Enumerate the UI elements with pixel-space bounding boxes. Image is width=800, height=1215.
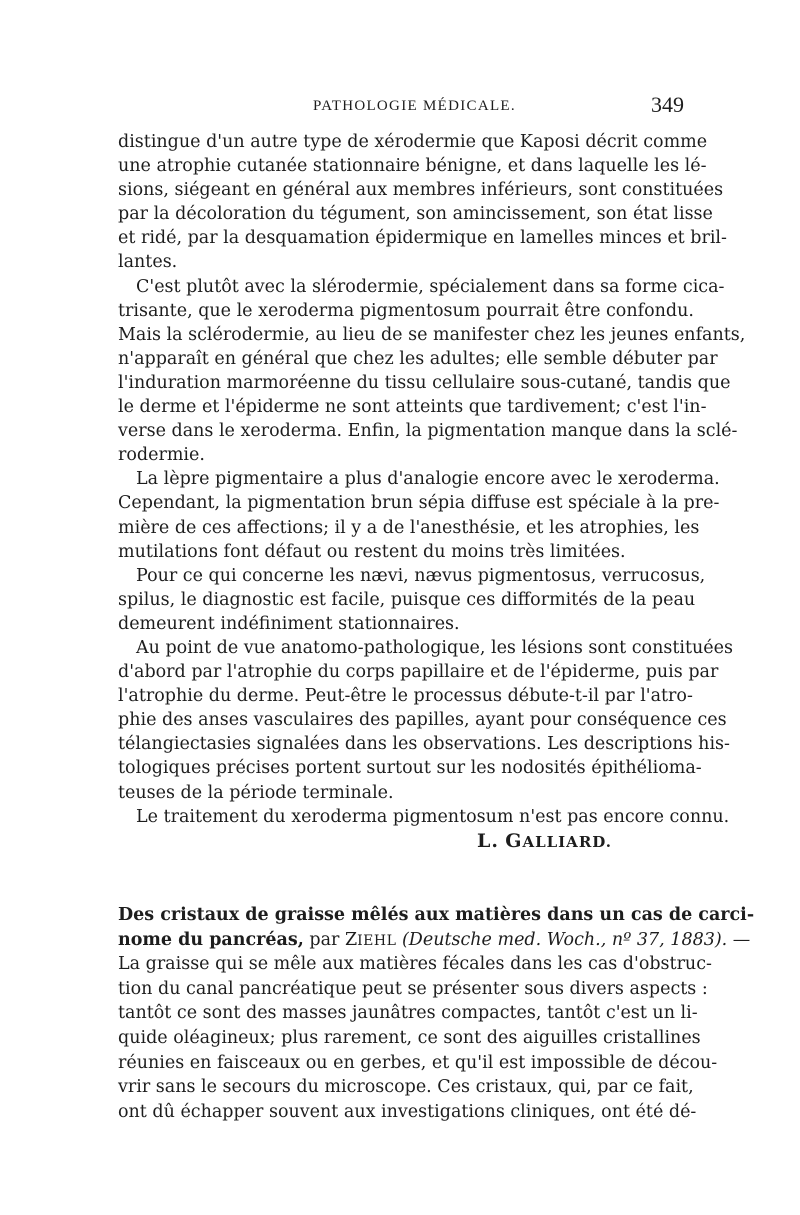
text-line: phie des anses vasculaires des papilles, ayant pour conséquence ces [118,710,727,731]
text-line: trisante, que le xeroderma pigmentosum pourrait être confondu. [118,300,694,321]
text-line: Le traitement du xeroderma pigmentosum n'est pas encore connu. [136,806,730,827]
text-line: n'apparaît en général que chez les adultes; elle semble débuter par [118,348,718,369]
text-line: Pour ce qui concerne les nævi, nævus pigmentosus, verrucosus, [136,565,706,586]
article-galliard [118,130,746,853]
text-line: mière de ces affections; il y a de l'anesthésie, et les atrophies, les [118,517,700,538]
article-ziehl [118,903,755,1124]
text-line: mutilations font défaut ou restent du moins très limitées. [118,541,626,562]
text-line: La lèpre pigmentaire a plus d'analogie encore avec le xeroderma. [136,469,720,490]
text-line: réunies en faisceaux ou en gerbes, et qu'il est impossible de décou- [118,1052,718,1073]
text-line: par la décoloration du tégument, son amincissement, son état lisse [118,204,713,225]
text-line: rodermie. [118,445,205,466]
text-line: l'induration marmoréenne du tissu cellulaire sous-cutané, tandis que [118,372,731,393]
text-line: vrir sans le secours du microscope. Ces cristaux, qui, par ce fait, [118,1077,694,1098]
section-title: Des cristaux de graisse mêlés aux matières dans un cas de carci- [118,905,755,925]
text-line: Mais la sclérodermie, au lieu de se manifester chez les jeunes enfants, [118,324,746,345]
text-line: spilus, le diagnostic est facile, puisque ces difformités de la peau [118,589,696,610]
text-line: tantôt ce sont des masses jaunâtres compactes, tantôt c'est un li- [118,1003,698,1024]
text-line: verse dans le xeroderma. Enfin, la pigmentation manque dans la sclé- [118,421,738,442]
text-line: le derme et l'épiderme ne sont atteints que tardivement; c'est l'in- [118,397,707,418]
text-line: tologiques précises portent surtout sur les nodosités épithélioma- [118,758,702,779]
author-name: ZIEHL [344,929,397,950]
text-line: une atrophie cutanée stationnaire bénigne, et dans laquelle les lé- [118,156,707,177]
text-line: nome du pancréas, par ZIEHL (Deutsche med. Woch., nº 37, 1883). — [118,929,751,950]
text-line: ont dû échapper souvent aux investigations cliniques, ont été dé- [118,1101,697,1122]
text-line: Au point de vue anatomo-pathologique, les lésions sont constituées [136,637,733,658]
citation: (Deutsche med. Woch., nº 37, 1883). — [401,929,751,950]
page-number: 349 [651,92,684,117]
text-line: d'abord par l'atrophie du corps papillaire et de l'épiderme, puis par [118,662,719,683]
text-line: télangiectasies signalées dans les observations. Les descriptions his- [118,734,730,755]
text-line: tion du canal pancréatique peut se présenter sous divers aspects : [118,978,708,999]
text-line: sions, siégeant en général aux membres inférieurs, sont constituées [118,180,724,201]
text-line: La graisse qui se mêle aux matières fécales dans les cas d'obstruc- [118,954,712,975]
page-header [118,92,684,122]
text-line: Cependant, la pigmentation brun sépia diffuse est spéciale à la pre- [118,493,720,514]
text-line: l'atrophie du derme. Peut-être le processus débute-t-il par l'atro- [118,686,693,707]
running-title: PATHOLOGIE MÉDICALE. [313,98,516,114]
text-line: lantes. [118,252,178,273]
text-line: et ridé, par la desquamation épidermique en lamelles minces et bril- [118,228,727,249]
text-line: quide oléagineux; plus rarement, ce sont des aiguilles cristallines [118,1027,701,1048]
text-line: distingue d'un autre type de xérodermie que Kaposi décrit comme [118,132,708,152]
text-line: demeurent indéfiniment stationnaires. [118,613,460,634]
text-line: C'est plutôt avec la slérodermie, spécialement dans sa forme cica- [136,276,725,297]
author-signature: L. GALLIARD. [476,829,612,852]
text-line: teuses de la période terminale. [118,782,394,803]
